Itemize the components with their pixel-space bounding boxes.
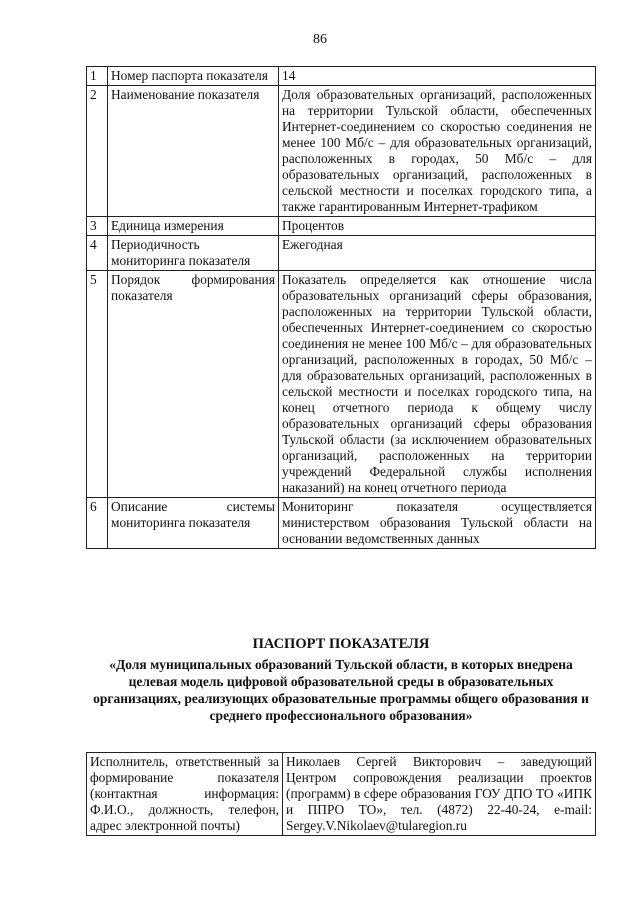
table-row <box>87 271 596 498</box>
contact-label: Исполнитель, ответственный за формирование показателя (контактная информация: Ф.И.О., должность, телефон, адрес электронной почты) <box>87 753 283 836</box>
indicator-passport-table <box>86 66 596 549</box>
row-number: 4 <box>87 236 108 271</box>
page-number: 86 <box>313 32 327 47</box>
row-label: Порядок формирования показателя <box>108 271 279 498</box>
contact-value: Николаев Сергей Викторович – заведующий Центром сопровождения реализации проектов (программ) в сфере образования ГОУ ДПО ТО «ИПК и ППРО ТО», тел. (4872) 22-40-24, e-mail: Sergey.V.Nikolaev@tularegion.ru <box>283 753 596 836</box>
table-row <box>87 753 596 836</box>
row-label: Номер паспорта показателя <box>108 67 279 86</box>
row-value: Мониторинг показателя осуществляется министерством образования Тульской области на основании ведомственных данных <box>279 498 596 549</box>
table-row <box>87 236 596 271</box>
section-subtitle: «Доля муниципальных образований Тульской области, в которых внедрена целевая модель цифровой образовательной среды в образовательных организациях, реализующих образовательные программы общего образования и среднего профессионального образования» <box>93 657 589 723</box>
section-title: ПАСПОРТ ПОКАЗАТЕЛЯ <box>252 636 430 652</box>
table-row <box>87 86 596 217</box>
row-value: 14 <box>279 67 596 86</box>
row-value: Процентов <box>279 217 596 236</box>
row-label: Периодичность мониторинга показателя <box>108 236 279 271</box>
row-label: Описание системы мониторинга показателя <box>108 498 279 549</box>
row-number: 6 <box>87 498 108 549</box>
table-row <box>87 217 596 236</box>
row-value: Показатель определяется как отношение числа образовательных организаций сферы образования, расположенных на территории Тульской области, обеспеченных Интернет-соединением со скоростью соединения не менее 100 Мб/с – для образовательных организаций, расположенных в городах, 50 Мб/с – для образовательных организаций, расположенных в сельской местности и поселках городского типа, на конец отчетного периода к общему числу образовательных организаций сферы образования Тульской области (за исключением образовательных организаций, расположенных на территории учреждений Федеральной службы исполнения наказаний) на конец отчетного периода <box>279 271 596 498</box>
row-number: 5 <box>87 271 108 498</box>
contact-table <box>86 752 596 836</box>
table-row <box>87 67 596 86</box>
row-number: 2 <box>87 86 108 217</box>
table-row <box>87 498 596 549</box>
row-number: 1 <box>87 67 108 86</box>
row-number: 3 <box>87 217 108 236</box>
row-value: Ежегодная <box>279 236 596 271</box>
row-label: Наименование показателя <box>108 86 279 217</box>
row-label: Единица измерения <box>108 217 279 236</box>
row-value: Доля образовательных организаций, расположенных на территории Тульской области, обеспеченных Интернет-соединением со скоростью соединения не менее 100 Мб/с – для образовательных организаций, расположенных в городах, 50 Мб/с – для образовательных организаций, расположенных в сельской местности и поселках городского типа, а также гарантированным Интернет-трафиком <box>279 86 596 217</box>
